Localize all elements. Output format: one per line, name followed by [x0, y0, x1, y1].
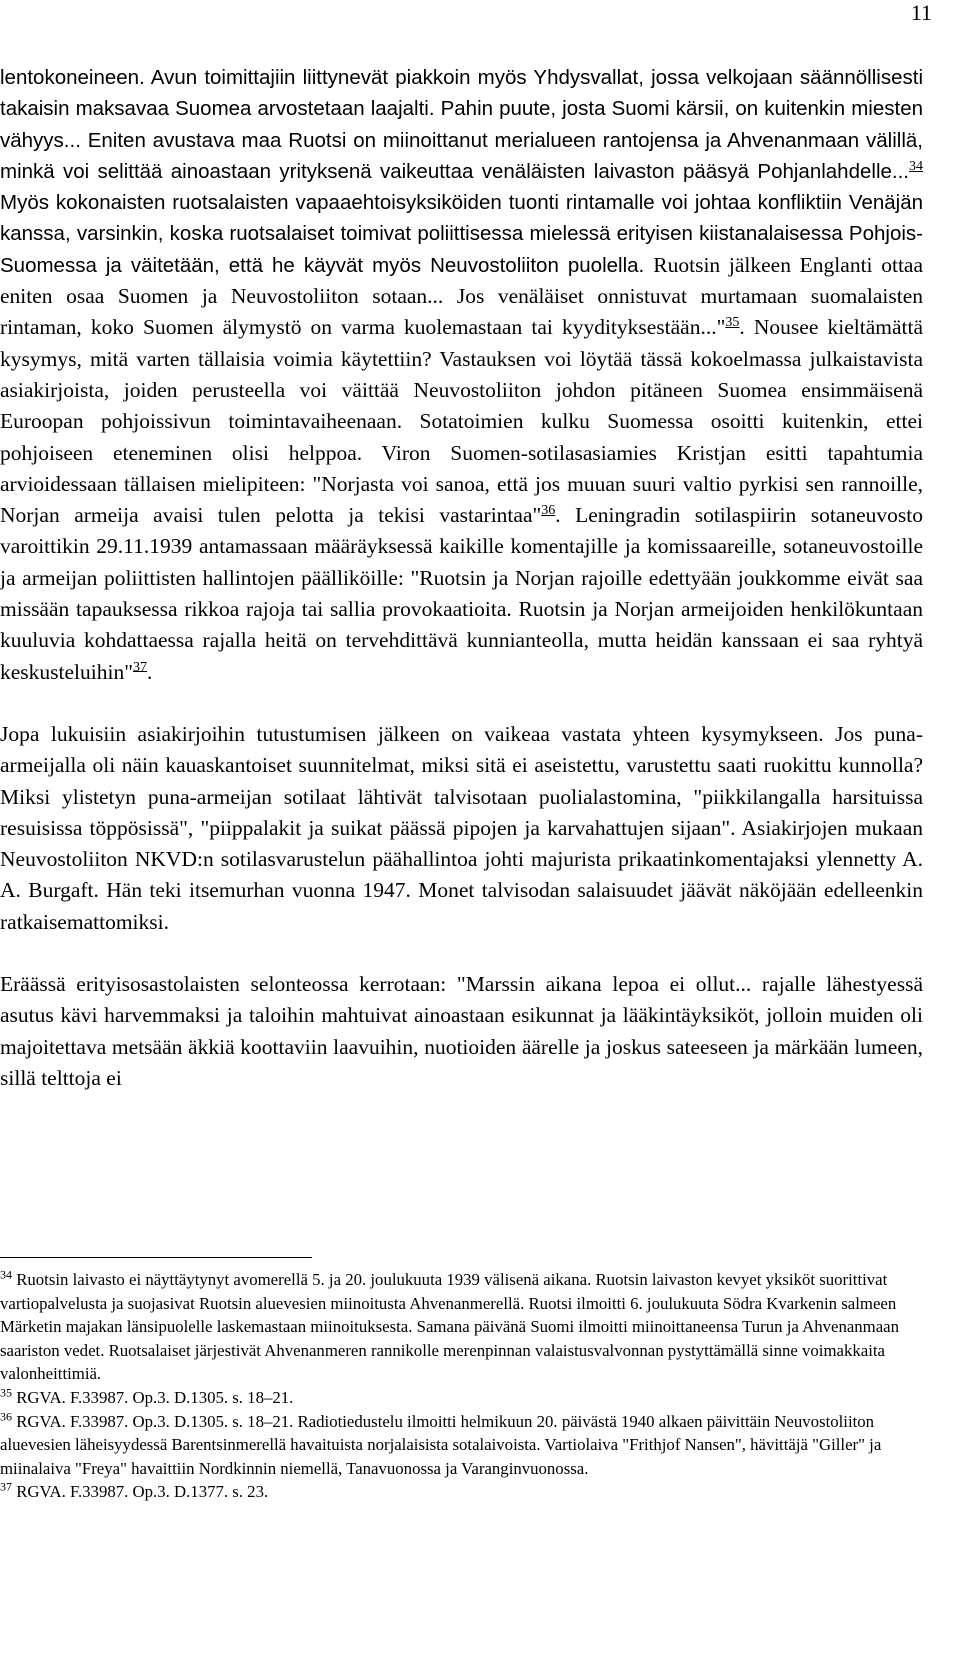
footnotes [0, 1268, 923, 1504]
footnote-ref-34[interactable]: 34 [909, 158, 923, 174]
footnote-ref-36[interactable]: 36 [541, 503, 556, 518]
paragraph-3: Eräässä erityisosastolaisten selonteossa kerrotaan: "Marssin aikana lepoa ei ollut... rajalle lähestyessä asutus kävi harvemmaksi ja taloihin mahtuivat ainoastaan esikunnat ja lääkintäyksiköt, jolloin muiden oli majoitettava metsään äkkiä koottaviin laavuihin, nuotioiden äärelle ja joskus sateeseen ja märkään lumeen, sillä telttoja ei [0, 972, 923, 1090]
footnote-text: RGVA. F.33987. Op.3. D.1305. s. 18–21. Radiotiedustelu ilmoitti helmikuun 20. päivästä 1940 alkaen päivittäin Neuvostoliiton aluevesien läheisyydessä Barentsinmerellä havaituista norjalaisista sotalaivoista. Vartiolaiva "Frithjof Nansen", hävittäjä "Giller" ja miinalaiva "Freya" havaittiin Nordkinnin niemellä, Tanavuonossa ja Varanginvuonossa. [0, 1411, 882, 1478]
paragraph-1-part-e: . Leningradin sotilaspiirin sotaneuvosto varoittikin 29.11.1939 antamassaan määräyksessä kaikille komentajille ja komissaareille, sotaneuvostoille ja armeijan poliittisten hallintojen päälliköille: "Ruotsin ja Norjan rajoille edettyään joukkomme eivät saa missään tapauksessa rikkoa rajoja tai sallia provokaatioita. Ruotsin ja Norjan armeijoiden henkilökuntaan kuuluvia kohdattaessa rajalla heitä on tervehdittävä kunnianteolla, mutta heidän kanssaan ei saa ryhtyä keskusteluihin" [0, 503, 923, 684]
paragraph-1-part-d: . Nousee kieltämättä kysymys, mitä varten tällaisia voimia käytettiin? Vastauksen voi löytää tässä kokoelmassa julkaistavista asiakirjoista, joiden perusteella voi väittää Neuvostoliiton johdon pitäneen Suomea ensimmäisenä Euroopan pohjoissivun toimintavaiheenaan. Sotatoimien kulku Suomessa osoitti kuitenkin, ettei pohjoiseen eteneminen olisi helppoa. Viron Suomen-sotilasasiamies Kristjan esitti tapahtumia arvioidessaan tällaisen mielipiteen: "Norjasta voi sanoa, että jos muuan suuri valtio pyrkisi sen rannoille, Norjan armeija avaisi tulen pelotta ja tekisi vastarintaa" [0, 315, 923, 528]
footnote-37 [0, 1480, 923, 1504]
footnote-35 [0, 1386, 923, 1410]
footnote-text: Ruotsin laivasto ei näyttäytynyt avomerellä 5. ja 20. joulukuuta 1939 välisenä aikana. Ruotsin laivaston kevyet yksiköt suorittivat vartiopalvelusta ja suojasivat Ruotsin aluevesien miinoitusta Ahvenanmerellä. Ruotsi ilmoitti 6. joulukuuta Södra Kvarkenin salmeen Märketin majakan länsipuolelle laskemastaan miinoituksesta. Samana päivänä Suomi ilmoitti miinoittaneensa Turun ja Ahvenanmaan saariston vedet. Ruotsalaiset järjestivät Ahvenanmeren rannikolle merenpinnan valaistusvalvonnan pystyttämällä sinne voimakkaita valonheittimiä. [0, 1270, 900, 1384]
footnote-ref-35[interactable]: 35 [725, 315, 740, 331]
footnote-separator [0, 1257, 312, 1258]
paragraph-1 [0, 62, 923, 688]
footnote-number: 35 [0, 1385, 12, 1400]
footnote-34 [0, 1268, 923, 1386]
footnote-36 [0, 1410, 923, 1481]
page-number: 11 [910, 0, 932, 25]
footnote-number: 34 [0, 1267, 12, 1282]
footnote-number: 37 [0, 1479, 12, 1494]
paragraph-1-part-c: Ruotsin jälkeen Englanti ottaa eniten osaa Suomen ja Neuvostoliiton sotaan... Jos venäläiset onnistuvat murtamaan suomalaisten rintaman, koko Suomen älymystö on varma kuolemastaan tai kyydityksestään..." [0, 252, 923, 340]
paragraph-1-part-b: Myös kokonaisten ruotsalaisten vapaaehtoisyksiköiden tuonti rintamalle voi johtaa konfliktiin Venäjän kanssa, varsinkin, koska ruotsalaiset toimivat poliittisessa mielessä erityisen kiistanalaisessa Pohjois-Suomessa ja väitetään, että he käyvät myös Neuvostoliiton puolella. [0, 191, 923, 277]
paragraph-1-part-a: lentokoneineen. Avun toimittajiin liittynevät piakkoin myös Yhdysvallat, jossa velkojaan säännöllisesti takaisin maksavaa Suomea arvostetaan laajalti. Pahin puute, josta Suomi kärsii, on kuitenkin miesten vähyys... Eniten avustava maa Ruotsi on miinoittanut merialueen rantojensa ja Ahvenanmaan välillä, minkä voi selittää ainoastaan yrityksenä vaikeuttaa venäläisten laivaston pääsyä Pohjanlahdelle... [0, 66, 923, 183]
paragraph-2: Jopa lukuisiin asiakirjoihin tutustumisen jälkeen on vaikeaa vastata yhteen kysymykseen. Jos puna-armeijalla oli näin kauaskantoiset suunnitelmat, miksi sitä ei aseistettu, varustettu saati ruokittu kunnolla? Miksi ylistetyn puna-armeijan sotilaat lähtivät talvisotaan puolialastomina, "piikkilangalla harsituissa resuisissa töppösissä", "piippalakit ja suikat päässä pipojen ja karvahattujen sijaan". Asiakirjojen mukaan Neuvostoliiton NKVD:n sotilasvarustelun päähallintoa johti majurista prikaatinkomentajaksi ylennetty A. A. Burgaft. Hän teki itsemurhan vuonna 1947. Monet talvisodan salaisuudet jäävät näköjään edelleenkin ratkaisemattomiksi. [0, 721, 923, 934]
body-text [0, 62, 923, 1094]
footnote-ref-37[interactable]: 37 [133, 659, 147, 675]
footnote-text: RGVA. F.33987. Op.3. D.1305. s. 18–21. [16, 1387, 294, 1407]
footnote-text: RGVA. F.33987. Op.3. D.1377. s. 23. [16, 1482, 269, 1502]
paragraph-1-part-f: . [147, 659, 153, 684]
footnote-number: 36 [0, 1408, 12, 1423]
